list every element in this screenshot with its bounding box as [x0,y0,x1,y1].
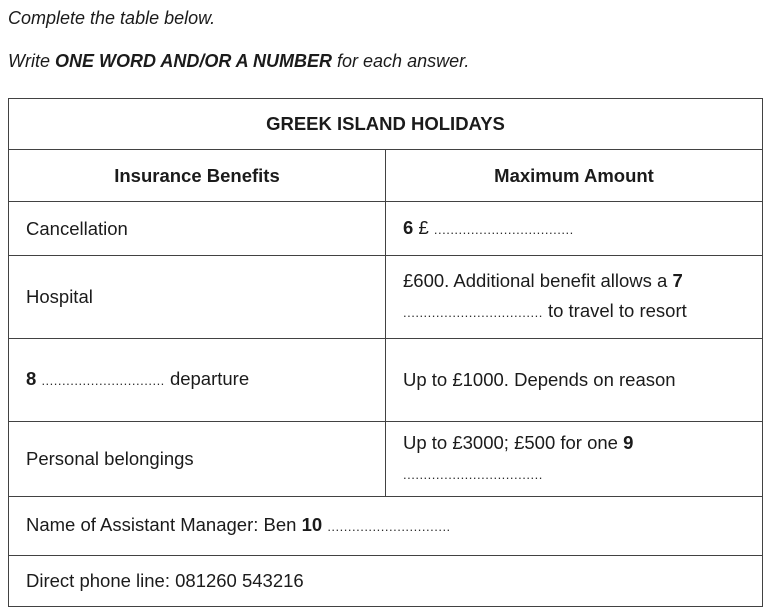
greek-island-holidays-table [8,98,763,607]
direct-phone-line: Direct phone line: 081260 543216 [9,556,763,607]
row-assistant-manager [9,497,763,556]
answer-blank-8: .............................. [41,373,165,388]
question-number-9: 9 [623,432,634,453]
row-cancellation [9,202,763,256]
amount-belongings-prefix: Up to £3000; £500 for one [403,432,618,453]
instruction-line-1: Complete the table below. [8,8,216,28]
question-number-6: 6 [403,216,414,238]
amount-hospital [386,256,763,339]
answer-blank-6: .................................. [433,221,574,237]
amount-hospital-prefix: £600. Additional benefit allows a [403,270,668,291]
question-number-10: 10 [301,514,323,535]
amount-cancellation [386,202,763,256]
answer-blank-10: .............................. [327,519,451,534]
amount-hospital-suffix: to travel to resort [547,300,687,321]
pound-symbol: £ [418,216,429,238]
instruction-line-2-bold: ONE WORD AND/OR A NUMBER [55,51,333,71]
row-personal-belongings [9,422,763,497]
question-number-8: 8 [26,368,37,389]
benefit-departure [9,339,386,422]
row-phone-line [9,556,763,607]
amount-departure: Up to £1000. Depends on reason [386,339,763,422]
answer-blank-7: .................................. [403,305,543,320]
benefit-personal-belongings: Personal belongings [9,422,386,497]
amount-personal-belongings [386,422,763,497]
table-title: GREEK ISLAND HOLIDAYS [9,99,763,150]
assistant-manager-label: Name of Assistant Manager: Ben [26,514,297,535]
column-header-row [9,150,763,202]
instruction-line-2-suffix: for each answer. [337,51,470,71]
table-title-row [9,99,763,150]
answer-blank-9: .................................. [403,467,543,482]
column-header-maximum-amount: Maximum Amount [386,150,763,202]
row-departure [9,339,763,422]
row-hospital [9,256,763,339]
benefit-hospital: Hospital [9,256,386,339]
benefit-cancellation: Cancellation [9,202,386,256]
question-number-7: 7 [672,270,683,291]
instruction-line-2-prefix: Write [8,51,50,71]
column-header-insurance-benefits: Insurance Benefits [9,150,386,202]
instruction-line-2 [8,49,762,73]
benefit-departure-label: departure [169,368,250,389]
assistant-manager-cell [9,497,763,556]
